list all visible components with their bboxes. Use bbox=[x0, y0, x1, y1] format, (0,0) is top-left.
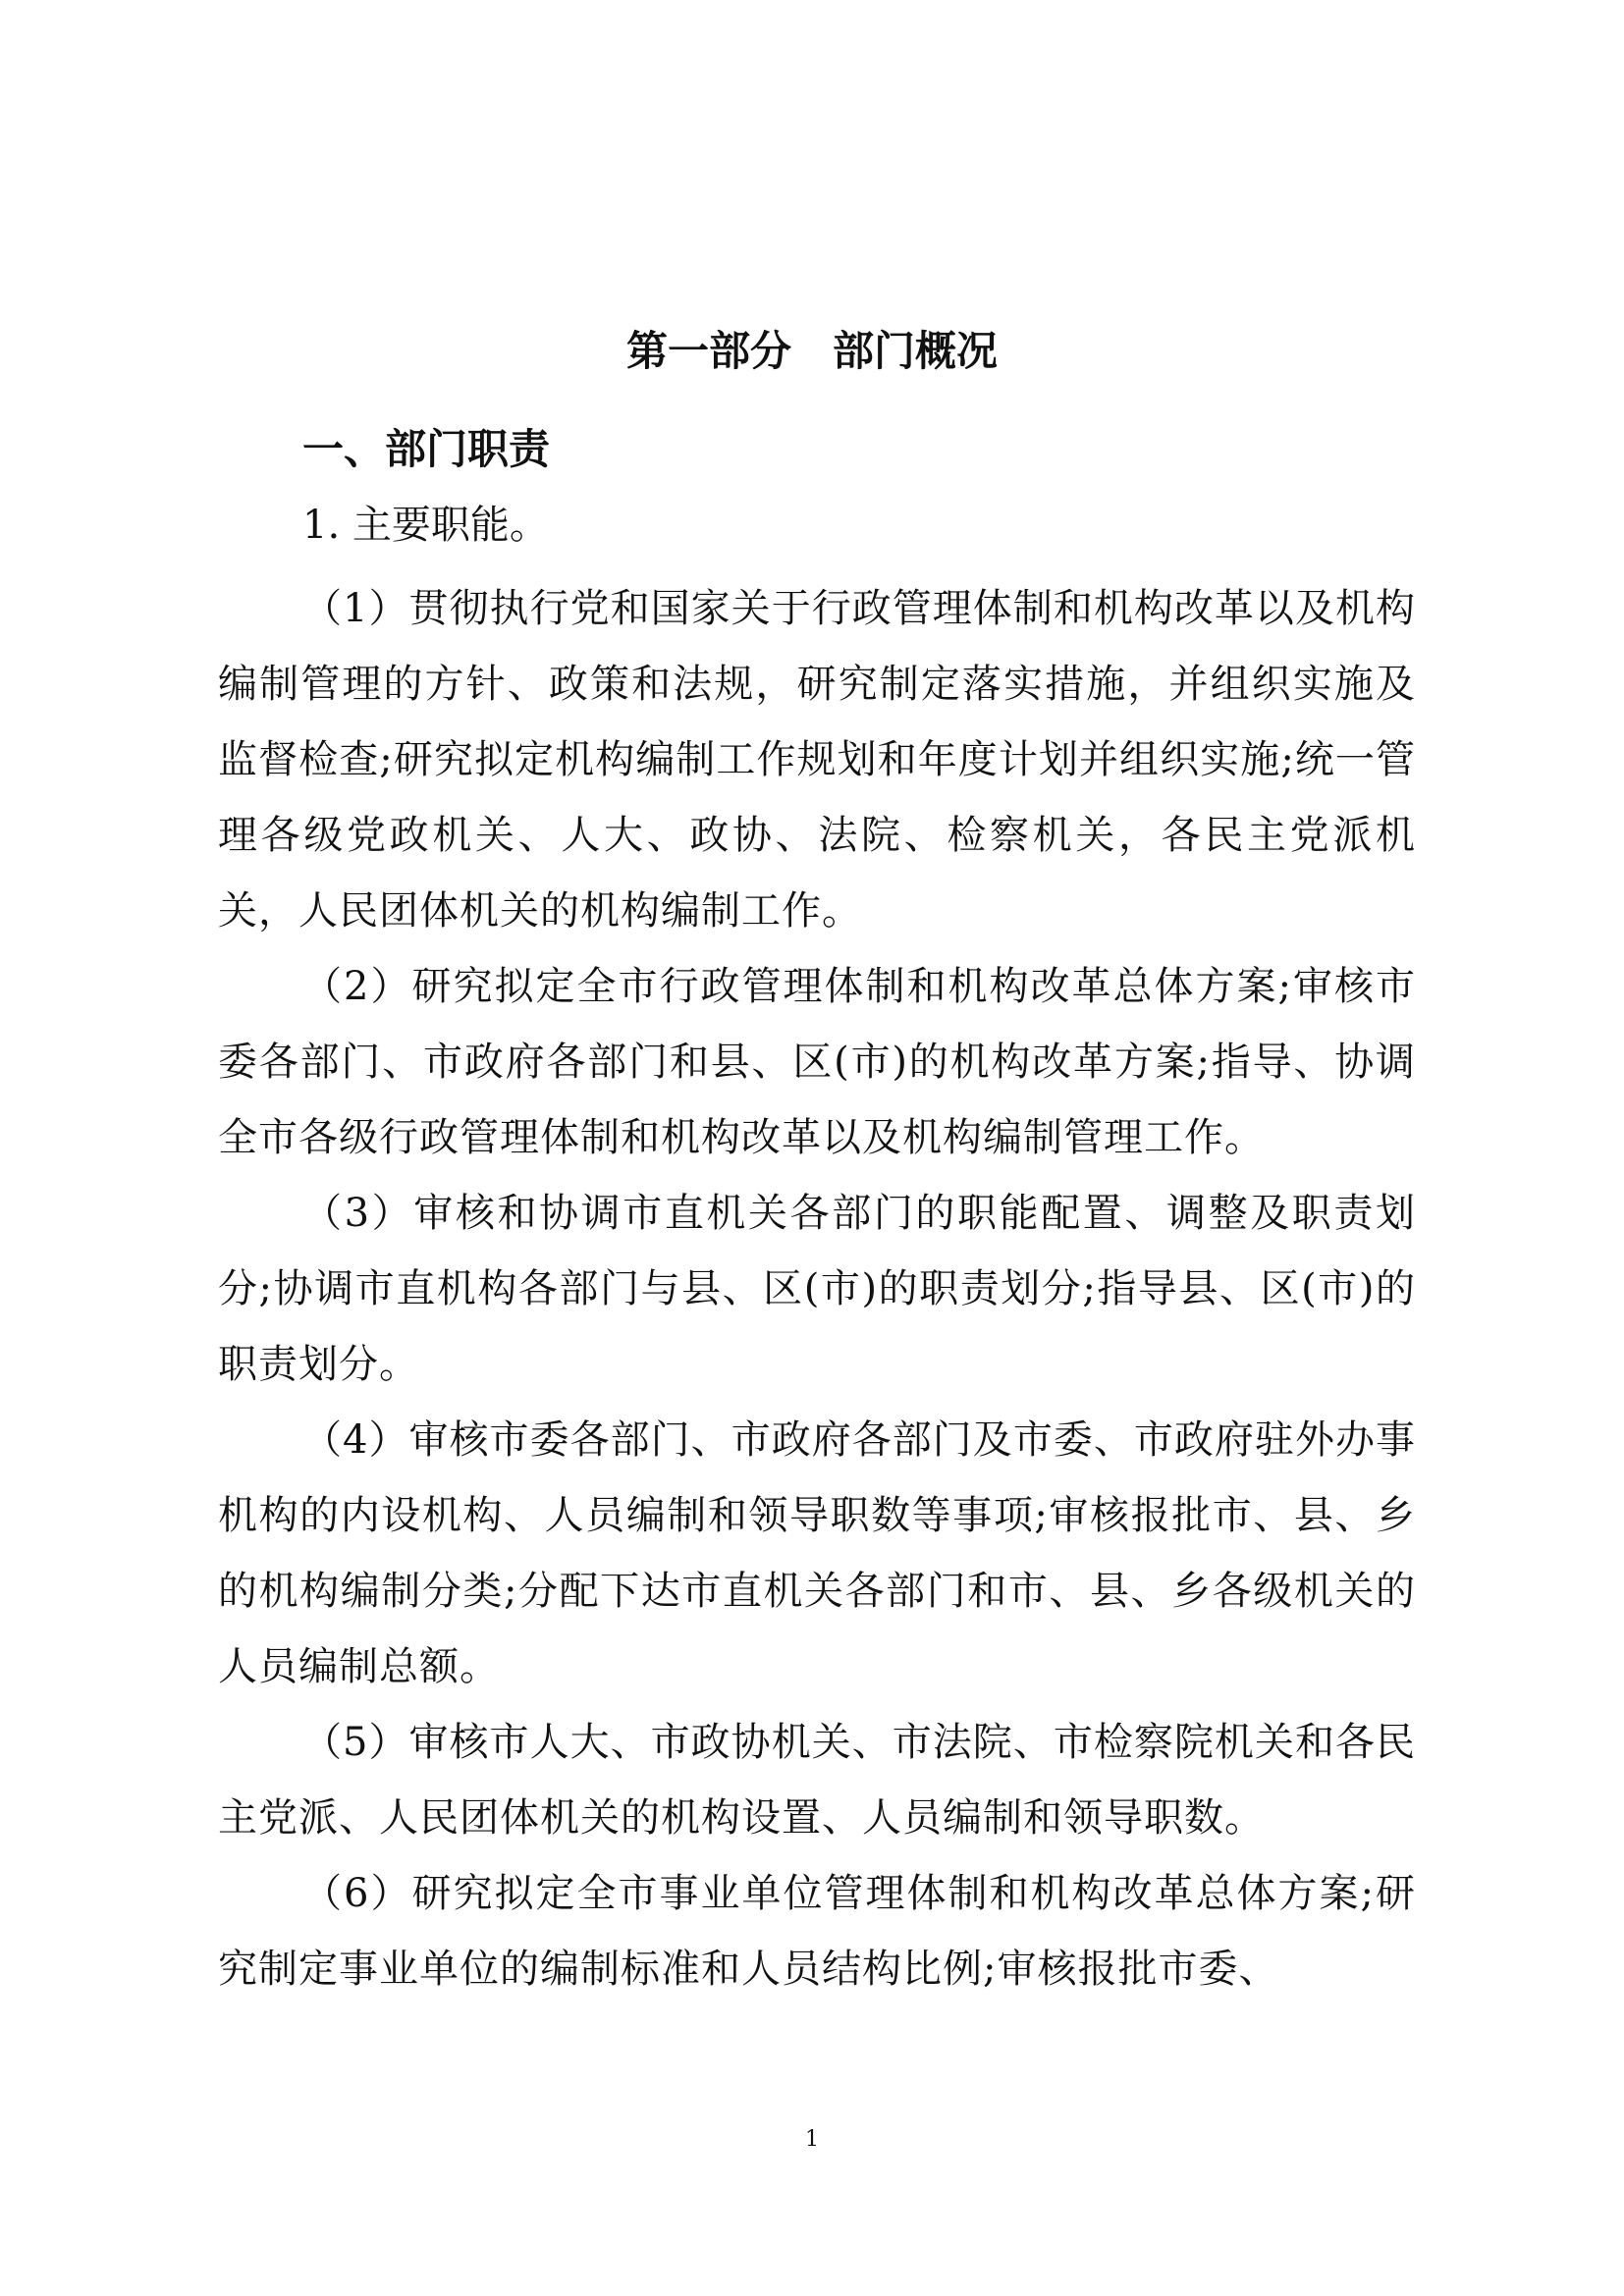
paragraph-2: （2）研究拟定全市行政管理体制和机构改革总体方案;审核市委各部门、市政府各部门和县、区(市)的机构改革方案;指导、协调全市各级行政管理体制和机构改革以及机构编制管理工作。 bbox=[218, 964, 1416, 1160]
part-title: 第一部分 部门概况 bbox=[625, 327, 998, 375]
document-body bbox=[218, 571, 1416, 2007]
paragraph-1: （1）贯彻执行党和国家关于行政管理体制和机构改革以及机构编制管理的方针、政策和法规，研究制定落实措施，并组织实施及监督检查;研究拟定机构编制工作规划和年度计划并组织实施;统一管理各级党政机关、人大、政协、法院、检察机关，各民主党派机关，人民团体机关的机构编制工作。 bbox=[218, 586, 1416, 934]
paragraph-3: （3）审核和协调市直机关各部门的职能配置、调整及职责划分;协调市直机构各部门与县、区(市)的职责划分;指导县、区(市)的职责划分。 bbox=[218, 1191, 1416, 1387]
section-heading: 一、部门职责 bbox=[302, 425, 551, 473]
subheading-main-functions: 1. 主要职能。 bbox=[302, 503, 549, 548]
paragraph-6: （6）研究拟定全市事业单位管理体制和机构改革总体方案;研究制定事业单位的编制标准和人员结构比例;审核报批市委、 bbox=[218, 1871, 1416, 1992]
paragraph-4: （4）审核市委各部门、市政府各部门及市委、市政府驻外办事机构的内设机构、人员编制和领导职数等事项;审核报批市、县、乡的机构编制分类;分配下达市直机关各部门和市、县、乡各级机关的人员编制总额。 bbox=[218, 1417, 1416, 1689]
page-number: 1 bbox=[805, 2127, 819, 2152]
paragraph-5: （5）审核市人大、市政协机关、市法院、市检察院机关和各民主党派、人民团体机关的机构设置、人员编制和领导职数。 bbox=[218, 1720, 1416, 1841]
